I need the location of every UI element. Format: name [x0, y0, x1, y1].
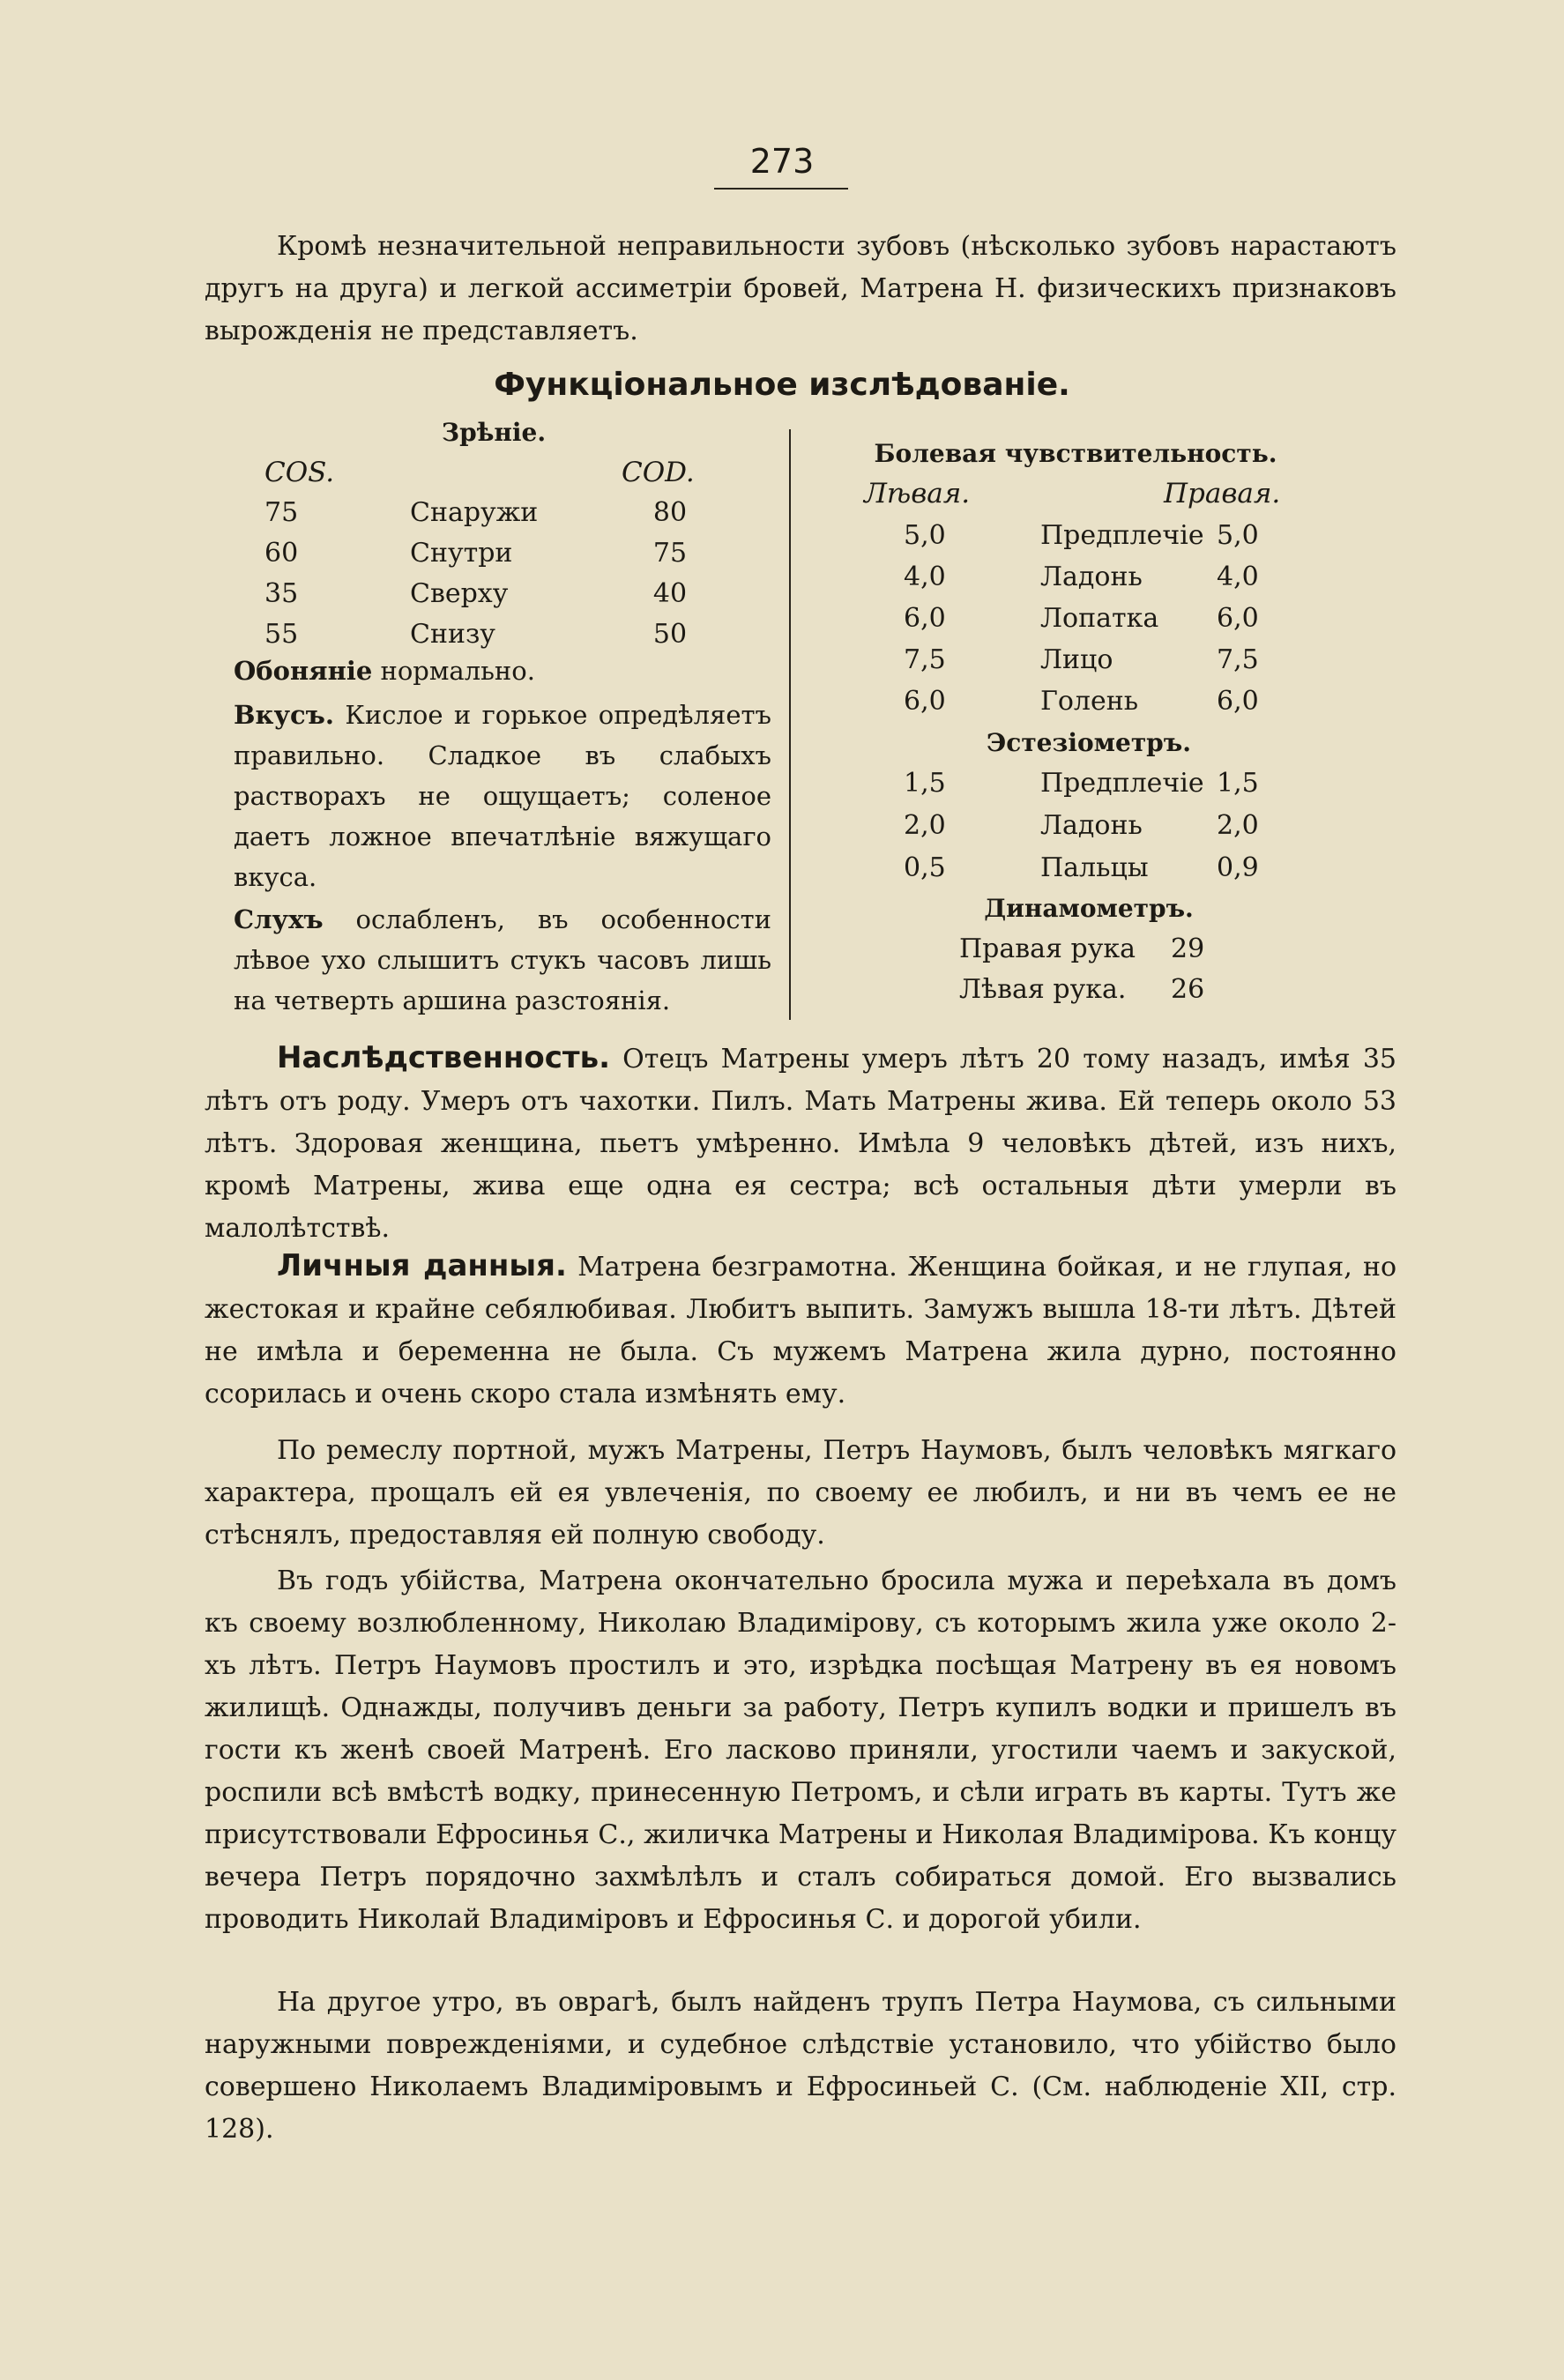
personal-data-label: Личныя данныя. — [277, 1248, 567, 1283]
esthesiometer-body-part: Пальцы — [1040, 852, 1149, 883]
vision-row — [264, 575, 723, 614]
pain-right-label: Правая. — [1164, 478, 1281, 509]
smell-note — [234, 651, 771, 691]
dynamometer-value: 29 — [1171, 933, 1205, 964]
esthesiometer-row — [904, 763, 1274, 804]
pain-body-part: Предплечіе — [1040, 520, 1204, 551]
section-heading: Функціональное изслѣдованіе. — [494, 367, 1070, 403]
intro-paragraph: Кромѣ незначительной неправильности зубовъ (нѣсколько зубовъ нарастаютъ другъ на друга) и легкой ассиметріи бровей, Матрена Н. физическихъ признаковъ вырожденія не представляетъ. — [205, 231, 1396, 346]
next-morning-paragraph: На другое утро, въ оврагѣ, былъ найденъ трупъ Петра Наумова, съ сильными наружными поврежденіями, и судебное слѣдствіе установило, что убійство было совершено Николаемъ Владиміровымъ и Ефросиньей С. (См. наблюденіе XII, стр. 128). — [205, 1987, 1396, 2145]
vision-row — [264, 494, 723, 532]
vision-right-label: COD. — [622, 457, 695, 488]
esthesiometer-left-value: 1,5 — [904, 768, 946, 799]
dynamometer-row — [959, 929, 1259, 970]
vision-left-label: COS. — [264, 457, 335, 488]
dynamometer-hand: Правая рука — [959, 933, 1136, 964]
pain-heading: Болевая чувствительность. — [874, 439, 1277, 468]
heredity-label: Наслѣдственность. — [277, 1040, 610, 1075]
column-divider — [789, 429, 791, 1020]
vision-right-value: 50 — [652, 619, 688, 650]
pain-row — [904, 557, 1274, 598]
pain-body-part: Лицо — [1040, 644, 1113, 675]
pain-row — [904, 599, 1274, 639]
hearing-note — [234, 899, 771, 1021]
pain-body-part: Лопатка — [1040, 603, 1159, 634]
page-number-rule — [714, 188, 848, 190]
vision-left-value: 75 — [264, 497, 299, 528]
esthesiometer-right-value: 1,5 — [1217, 768, 1259, 799]
pain-left-label: Лѣвая. — [864, 478, 971, 509]
esthesiometer-heading: Эстезіометръ. — [987, 728, 1191, 757]
pain-row — [904, 640, 1274, 681]
hearing-label: Слухъ — [234, 904, 324, 934]
vision-left-value: 55 — [264, 619, 299, 650]
dynamometer-heading: Динамометръ. — [984, 894, 1194, 923]
heredity-paragraph — [205, 1037, 1396, 1250]
pain-left-value: 7,5 — [904, 644, 946, 675]
esthesiometer-right-value: 0,9 — [1217, 852, 1259, 883]
page-number: 273 — [749, 142, 815, 181]
vision-direction: Снутри — [410, 538, 513, 569]
esthesiometer-row — [904, 806, 1274, 846]
dynamometer-hand: Лѣвая рука. — [959, 974, 1127, 1005]
pain-body-part: Ладонь — [1040, 562, 1143, 592]
pain-row — [904, 681, 1274, 722]
vision-heading: Зрѣніе. — [441, 418, 547, 447]
pain-right-value: 7,5 — [1217, 644, 1259, 675]
personal-data-text: Матрена безграмотна. Женщина бойкая, и не глупая, но жестокая и крайне себялюбивая. Любитъ выпить. Замужъ вышла 18-ти лѣтъ. Дѣтей не имѣла и беременна не была. Съ мужемъ Матрена жила дурно, постоянно ссорилась и очень скоро стала измѣнять ему. — [205, 1252, 1397, 1409]
husband-paragraph: По ремеслу портной, мужъ Матрены, Петръ Наумовъ, былъ человѣкъ мягкаго характера, прощалъ ей ея увлеченія, по своему ее любилъ, и ни въ чемъ ее не стѣснялъ, предоставляя ей полную свободу. — [205, 1435, 1396, 1551]
personal-data-paragraph — [205, 1245, 1396, 1416]
esthesiometer-left-value: 2,0 — [904, 810, 946, 841]
pain-body-part: Голень — [1040, 686, 1139, 717]
esthesiometer-right-value: 2,0 — [1217, 810, 1259, 841]
vision-direction: Снаружи — [410, 497, 539, 528]
vision-direction: Снизу — [410, 619, 495, 650]
dynamometer-value: 26 — [1171, 974, 1205, 1005]
taste-text: Кислое и горькое опредѣляетъ правильно. Сладкое въ слабыхъ растворахъ не ощущаетъ; соленое даетъ ложное впечатлѣніе вяжущаго вкуса. — [234, 700, 771, 892]
esthesiometer-row — [904, 848, 1274, 889]
pain-right-value: 5,0 — [1217, 520, 1259, 551]
vision-right-value: 40 — [652, 578, 688, 609]
murder-year-paragraph: Въ годъ убійства, Матрена окончательно бросила мужа и переѣхала въ домъ къ своему возлюбленному, Николаю Владимірову, съ которымъ жила уже около 2-хъ лѣтъ. Петръ Наумовъ простилъ и это, изрѣдка посѣщая Матрену въ ея новомъ жилищѣ. Однажды, получивъ деньги за работу, Петръ купилъ водки и пришелъ въ гости къ женѣ своей Матренѣ. Его ласково приняли, угостили чаемъ и закуской, роспили всѣ вмѣстѣ водку, принесенную Петромъ, и сѣли играть въ карты. Тутъ же присутствовали Ефросинья С., жиличка Матрены и Николая Владимірова. Къ концу вечера Петръ порядочно захмѣлѣлъ и сталъ собираться домой. Его вызвались проводить Николай Владиміровъ и Ефросинья С. и дорогой убили. — [205, 1566, 1396, 1935]
dynamometer-row — [959, 970, 1259, 1010]
pain-right-value: 6,0 — [1217, 603, 1259, 634]
pain-left-value: 4,0 — [904, 562, 946, 592]
vision-right-value: 75 — [652, 538, 688, 569]
vision-right-value: 80 — [652, 497, 688, 528]
hearing-text: ослабленъ, въ особенности лѣвое ухо слышитъ стукъ часовъ лишь на четверть аршина разстоянія. — [234, 904, 771, 1015]
vision-direction: Сверху — [410, 578, 509, 609]
pain-right-value: 6,0 — [1217, 686, 1259, 717]
esthesiometer-body-part: Ладонь — [1040, 810, 1143, 841]
taste-note — [234, 695, 771, 897]
taste-label: Вкусъ. — [234, 700, 335, 730]
pain-right-value: 4,0 — [1217, 562, 1259, 592]
pain-row — [904, 516, 1274, 556]
esthesiometer-left-value: 0,5 — [904, 852, 946, 883]
vision-row — [264, 534, 723, 573]
esthesiometer-body-part: Предплечіе — [1040, 768, 1204, 799]
pain-left-value: 5,0 — [904, 520, 946, 551]
smell-label: Обоняніе — [234, 656, 373, 686]
smell-text: нормально. — [372, 656, 535, 686]
vision-row — [264, 615, 723, 654]
heredity-text: Отецъ Матрены умеръ лѣтъ 20 тому назадъ, имѣя 35 лѣтъ отъ роду. Умеръ отъ чахотки. Пилъ. Мать Матрены жива. Ей теперь около 53 лѣтъ. Здоровая женщина, пьетъ умѣренно. Имѣла 9 человѣкъ дѣтей, изъ нихъ, кромѣ Матрены, жива еще одна ея сестра; всѣ остальныя дѣти умерли въ малолѣтствѣ. — [205, 1044, 1396, 1244]
pain-left-value: 6,0 — [904, 686, 946, 717]
pain-left-value: 6,0 — [904, 603, 946, 634]
vision-left-value: 35 — [264, 578, 299, 609]
vision-left-value: 60 — [264, 538, 299, 569]
